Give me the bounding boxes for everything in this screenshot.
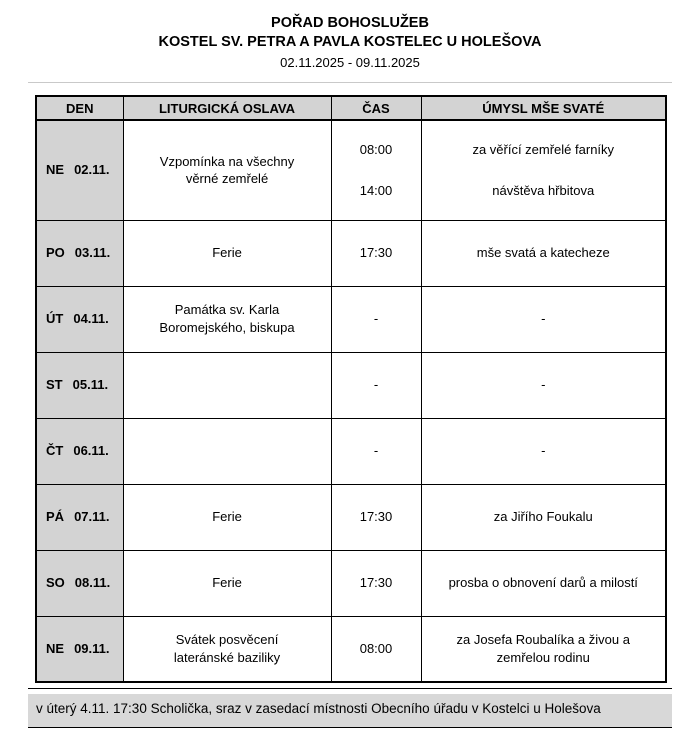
time-cell	[331, 616, 421, 682]
date-range: 02.11.2025 - 09.11.2025	[280, 55, 420, 70]
intention-cell	[421, 352, 666, 418]
column-header-den: DEN	[36, 96, 123, 120]
day-cell	[36, 484, 123, 550]
footer-note: v úterý 4.11. 17:30 Scholička, sraz v zasedací místnosti Obecního úřadu v Kostelci u Holešova	[28, 694, 672, 728]
day-cell	[36, 220, 123, 286]
intention-cell	[421, 550, 666, 616]
day-cell	[36, 352, 123, 418]
intention-cell	[421, 616, 666, 682]
schedule-row	[36, 352, 666, 418]
page-title: POŘAD BOHOSLUŽEB	[271, 15, 429, 31]
day-date: 08.11.	[74, 575, 111, 591]
mass-time: -	[373, 443, 379, 459]
schedule-table-header	[36, 96, 666, 120]
mass-intention: za Josefa Roubalíka a živou a zemřelou rodinu	[456, 632, 630, 665]
mass-time: -	[373, 311, 379, 327]
footer-divider	[28, 688, 672, 689]
intention-cell	[421, 120, 666, 220]
intention-cell	[421, 286, 666, 352]
day-date: 06.11.	[73, 443, 109, 459]
mass-intention: prosba o obnovení darů a milostí	[448, 575, 638, 591]
time-cell	[331, 286, 421, 352]
mass-intention: -	[541, 311, 546, 327]
day-abbr: NE	[46, 162, 65, 178]
time-cell	[331, 120, 421, 220]
celebration-cell: Ferie	[123, 220, 331, 286]
time-cell	[331, 550, 421, 616]
day-abbr: ST	[46, 377, 63, 393]
column-header-liturgicka-oslava: LITURGICKÁ OSLAVA	[123, 96, 331, 120]
intention-cell	[421, 220, 666, 286]
day-cell	[36, 120, 123, 220]
column-header-cas: ČAS	[331, 96, 421, 120]
mass-intention: za Jiřího Foukalu	[493, 509, 593, 525]
mass-intention: mše svatá a katecheze	[476, 245, 610, 261]
celebration-cell	[123, 418, 331, 484]
day-abbr: ÚT	[46, 311, 64, 327]
mass-intention: -	[541, 377, 546, 393]
day-cell	[36, 550, 123, 616]
mass-intention: za věřící zemřelé farníky	[472, 141, 615, 157]
intention-cell	[421, 418, 666, 484]
celebration-cell	[123, 352, 331, 418]
header-row	[36, 96, 666, 120]
schedule-row	[36, 220, 666, 286]
mass-intention: návštěva hřbitova	[492, 183, 595, 199]
schedule-row	[36, 484, 666, 550]
day-abbr: PO	[46, 245, 65, 261]
schedule-row	[36, 616, 666, 682]
day-cell	[36, 286, 123, 352]
mass-time: 17:30	[359, 509, 393, 525]
day-date: 05.11.	[72, 377, 109, 393]
mass-time: 08:00	[359, 640, 393, 656]
day-abbr: ČT	[46, 443, 64, 459]
mass-intention: -	[541, 443, 546, 459]
day-date: 04.11.	[73, 311, 109, 327]
schedule-row	[36, 286, 666, 352]
day-date: 03.11.	[74, 245, 111, 261]
day-abbr: PÁ	[46, 509, 65, 525]
celebration-cell: Svátek posvěcení lateránské baziliky	[123, 616, 331, 682]
day-abbr: SO	[46, 575, 65, 591]
day-cell	[36, 418, 123, 484]
celebration-cell: Vzpomínka na všechny věrné zemřelé	[123, 120, 331, 220]
intention-cell	[421, 484, 666, 550]
column-header-umysl-mse-svate: ÚMYSL MŠE SVATÉ	[421, 96, 666, 120]
mass-time: -	[373, 377, 379, 393]
footer-section	[30, 688, 670, 728]
schedule-table	[35, 95, 667, 683]
schedule-row	[36, 418, 666, 484]
mass-time: 17:30	[359, 245, 393, 261]
mass-time: 14:00	[359, 183, 393, 199]
mass-time: 08:00	[359, 141, 393, 157]
time-cell	[331, 484, 421, 550]
document-header	[30, 14, 670, 72]
day-date: 02.11.	[74, 162, 110, 178]
day-cell	[36, 616, 123, 682]
time-cell	[331, 352, 421, 418]
celebration-cell: Ferie	[123, 484, 331, 550]
day-date: 09.11.	[74, 640, 110, 656]
page-subtitle: KOSTEL SV. PETRA A PAVLA KOSTELEC U HOLEŠOVA	[158, 34, 542, 50]
schedule-row	[36, 120, 666, 220]
day-date: 07.11.	[74, 509, 110, 525]
day-abbr: NE	[46, 640, 65, 656]
mass-time: 17:30	[359, 575, 393, 591]
time-cell	[331, 418, 421, 484]
schedule-table-body	[36, 120, 666, 682]
schedule-row	[36, 550, 666, 616]
top-divider	[28, 82, 672, 83]
time-cell	[331, 220, 421, 286]
celebration-cell: Ferie	[123, 550, 331, 616]
celebration-cell: Památka sv. Karla Boromejského, biskupa	[123, 286, 331, 352]
